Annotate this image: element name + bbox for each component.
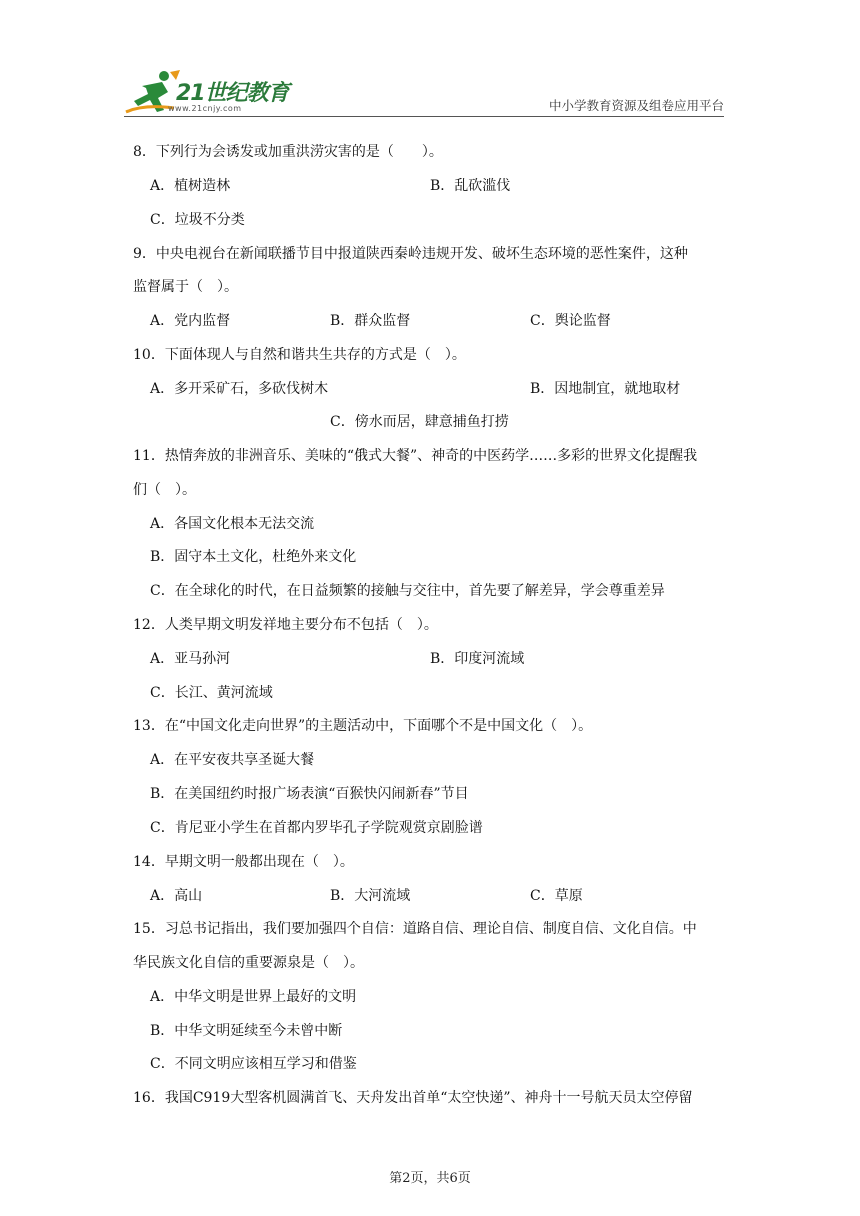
question-stem: 们（ ）。 <box>133 482 196 498</box>
option: C．草原 <box>530 888 583 904</box>
logo <box>124 68 294 116</box>
option: B．群众监督 <box>330 313 411 329</box>
platform-name: 中小学教育资源及组卷应用平台 <box>548 98 724 113</box>
question-stem: 9．中央电视台在新闻联播节目中报道陕西秦岭违规开发、破坏生态环境的恶性案件，这种 <box>133 246 688 262</box>
option: B．因地制宜，就地取材 <box>530 381 681 397</box>
option: A．各国文化根本无法交流 <box>150 516 315 532</box>
option: A．植树造林 <box>150 178 231 194</box>
option: C．垃圾不分类 <box>150 212 245 228</box>
question-stem: 15．习总书记指出，我们要加强四个自信：道路自信、理论自信、制度自信、文化自信。中 <box>133 921 697 937</box>
option: C．长江、黄河流域 <box>150 685 273 701</box>
header-rule <box>124 116 724 117</box>
option: A．中华文明是世界上最好的文明 <box>150 989 357 1005</box>
logo-text: 21世纪教育 <box>176 81 289 106</box>
page-number: 第2页，共6页 <box>389 1171 471 1186</box>
option: A．多开采矿石，多砍伐树木 <box>150 381 329 397</box>
option: C．傍水而居，肆意捕鱼打捞 <box>330 414 509 430</box>
question-stem: 12．人类早期文明发祥地主要分布不包括（ ）。 <box>133 617 438 633</box>
option: C．不同文明应该相互学习和借鉴 <box>150 1056 357 1072</box>
option: A．亚马孙河 <box>150 651 231 667</box>
question-stem: 华民族文化自信的重要源泉是（ ）。 <box>133 955 364 971</box>
question-stem: 10．下面体现人与自然和谐共生共存的方式是（ ）。 <box>133 347 466 363</box>
option: B．大河流域 <box>330 888 411 904</box>
option: B．在美国纽约时报广场表演“百猴快闪闹新春”节目 <box>150 786 469 802</box>
question-stem: 8．下列行为会诱发或加重洪涝灾害的是（ ）。 <box>133 144 443 160</box>
option: B．中华文明延续至今未曾中断 <box>150 1023 343 1039</box>
logo-url: www.21cnjy.com <box>168 104 242 113</box>
question-stem: 监督属于（ ）。 <box>133 279 238 295</box>
option: A．党内监督 <box>150 313 231 329</box>
question-stem: 13．在“中国文化走向世界”的主题活动中，下面哪个不是中国文化（ ）。 <box>133 718 593 734</box>
question-stem: 16．我国C919大型客机圆满首飞、天舟发出首单“太空快递”、神舟十一号航天员太空停留 <box>133 1090 693 1106</box>
question-stem: 14．早期文明一般都出现在（ ）。 <box>133 854 354 870</box>
option: A．在平安夜共享圣诞大餐 <box>150 752 315 768</box>
option: C．在全球化的时代，在日益频繁的接触与交往中，首先要了解差异，学会尊重差异 <box>150 583 665 599</box>
option: C．舆论监督 <box>530 313 611 329</box>
option: B．印度河流域 <box>430 651 525 667</box>
option: B．乱砍滥伐 <box>430 178 511 194</box>
option: A．高山 <box>150 888 203 904</box>
question-stem: 11．热情奔放的非洲音乐、美味的“俄式大餐”、神奇的中医药学……多彩的世界文化提醒我 <box>133 448 698 464</box>
option: B．固守本土文化，杜绝外来文化 <box>150 549 357 565</box>
option: C．肯尼亚小学生在首都内罗毕孔子学院观赏京剧脸谱 <box>150 820 483 836</box>
page-header <box>124 68 724 120</box>
